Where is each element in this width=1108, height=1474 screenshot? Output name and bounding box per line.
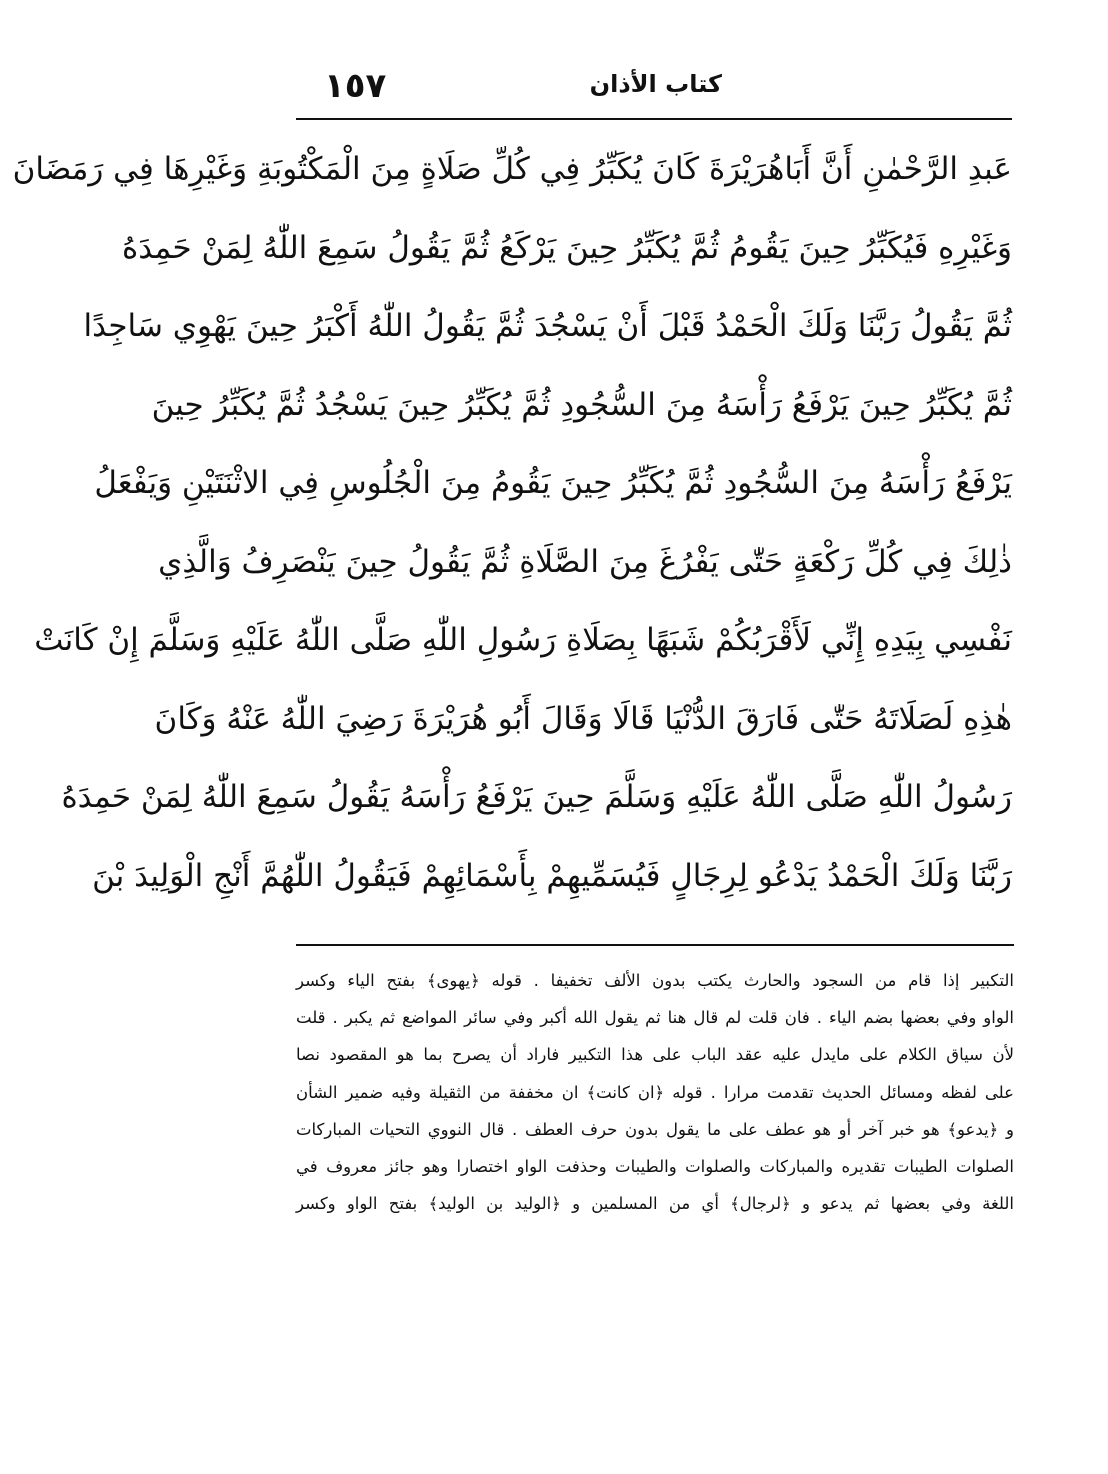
text-line: رَبَّنَا وَلَكَ الْحَمْدُ يَدْعُو لِرِجَالٍ فَيُسَمِّيهِمْ بِأَسْمَائِهِمْ فَيَقُولُ اللّٰهُمَّ أَنْجِ الْوَلِيدَ بْنَ xyxy=(92,857,1012,894)
text-line: هٰذِهِ لَصَلَاتَهُ حَتّٰى فَارَقَ الدُّنْيَا قَالَا وَقَالَ أَبُو هُرَيْرَةَ رَضِيَ اللّٰهُ عَنْهُ وَكَانَ xyxy=(154,700,1012,737)
running-title: كتاب الأذان xyxy=(589,70,722,98)
commentary-line: اللغة وفي بعضها ثم يدعو و ﴿لرجال﴾ أي من المسلمين و ﴿الوليد بن الوليد﴾ بفتح الواو وكسر xyxy=(296,1194,1014,1214)
text-line: يَرْفَعُ رَأْسَهُ مِنَ السُّجُودِ ثُمَّ يُكَبِّرُ حِينَ يَقُومُ مِنَ الْجُلُوسِ فِي الاثْنَتَيْنِ وَيَفْعَلُ xyxy=(94,465,1012,501)
commentary-line: التكبير إذا قام من السجود والحارث يكتب بدون الألف تخفيفا . قوله ﴿يهوى﴾ بفتح الياء وكسر xyxy=(296,971,1014,990)
header-rule xyxy=(296,118,1012,120)
text-line: وَغَيْرِهِ فَيُكَبِّرُ حِينَ يَقُومُ ثُمَّ يُكَبِّرُ حِينَ يَرْكَعُ ثُمَّ يَقُولُ سَمِعَ اللّٰهُ لِمَنْ حَمِدَهُ xyxy=(122,229,1012,266)
text-line: ثُمَّ يَقُولُ رَبَّنَا وَلَكَ الْحَمْدُ قَبْلَ أَنْ يَسْجُدَ ثُمَّ يَقُولُ اللّٰهُ أَكْبَرُ حِينَ يَهْوِي سَاجِدًا xyxy=(83,308,1012,344)
commentary-text xyxy=(296,962,1014,1222)
commentary-line: على لفظه ومسائل الحديث تقدمت مرارا . قوله ﴿ان كانت﴾ ان مخففة من الثقيلة وفيه ضمير الشأن xyxy=(296,1082,1014,1102)
text-line: عَبدِ الرَّحْمٰنِ أَنَّ أَبَاهُرَيْرَةَ كَانَ يُكَبِّرُ فِي كُلِّ صَلَاةٍ مِنَ الْمَكْتُوبَةِ وَغَيْرِهَا فِي رَمَضَانَ xyxy=(12,151,1012,187)
commentary-line: الواو وفي بعضها بضم الياء . فان قلت لم قال هنا ثم يقول الله أكبر وفي سائر المواضع ثم يكبر . قلت xyxy=(296,1008,1014,1028)
text-line: رَسُولُ اللّٰهِ صَلَّى اللّٰهُ عَلَيْهِ وَسَلَّمَ حِينَ يَرْفَعُ رَأْسَهُ يَقُولُ سَمِعَ اللّٰهُ لِمَنْ حَمِدَهُ xyxy=(61,779,1012,815)
commentary-line: الصلوات الطيبات تقديره والمباركات والصلوات والطيبات وحذفت الواو اختصارا وهو جائز معروف في xyxy=(296,1156,1014,1176)
footnote-rule xyxy=(296,944,1014,946)
commentary-line: لأن سياق الكلام على مايدل عليه عقد الباب على هذا التكبير فاراد أن يصرح بما هو المقصود نصا xyxy=(296,1045,1014,1065)
hadith-text xyxy=(12,130,1012,915)
page-number: ١٥٧ xyxy=(324,66,387,106)
page-header xyxy=(296,66,1012,116)
text-line: ذٰلِكَ فِي كُلِّ رَكْعَةٍ حَتّٰى يَفْرُغَ مِنَ الصَّلَاةِ ثُمَّ يَقُولُ حِينَ يَنْصَرِفُ وَالَّذِي xyxy=(158,543,1012,580)
commentary-line: و ﴿يدعو﴾ هو خبر آخر أو هو عطف على ما يقول بدون حرف العطف . قال النووي التحيات المباركات xyxy=(296,1119,1014,1139)
text-line: ثُمَّ يُكَبِّرُ حِينَ يَرْفَعُ رَأْسَهُ مِنَ السُّجُودِ ثُمَّ يُكَبِّرُ حِينَ يَسْجُدُ ثُمَّ يُكَبِّرُ حِينَ xyxy=(151,386,1012,423)
text-line: نَفْسِي بِيَدِهِ إِنِّي لَأَقْرَبُكُمْ شَبَهًا بِصَلَاةِ رَسُولِ اللّٰهِ صَلَّى اللّٰهُ عَلَيْهِ وَسَلَّمَ إِنْ كَانَتْ xyxy=(34,622,1012,658)
